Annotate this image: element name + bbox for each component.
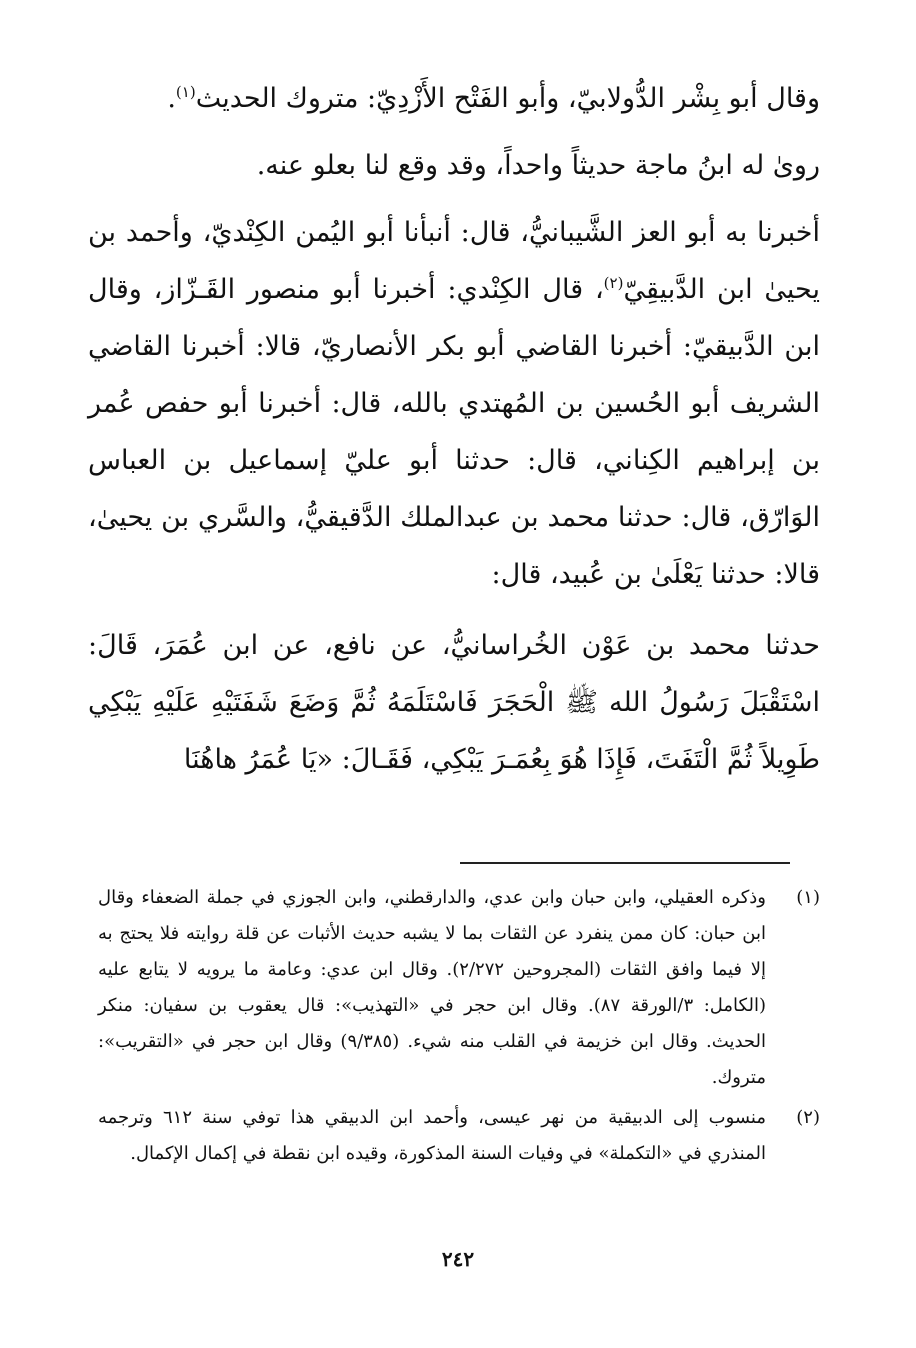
paragraph-3-text-b: ، قال الكِنْدي: أخبرنا أبو منصور القَـزّاز، وقال ابن الدَّبيقيّ: أخبرنا القاضي أبو بكر الأنصاريّ، قالا: أخبرنا القاضي الشريف أبو الحُسين بن المُهتدي بالله، قال: أخبرنا أبو حفص عُمر بن إبراهيم الكِناني، قال: حدثنا أبو عليّ إسماعيل بن العباس الوَارّق، قال: حدثنا محمد بن عبدالملك الدَّقيقيُّ، والسَّري بن يحيىٰ، قالا: حدثنا يَعْلَىٰ بن عُبيد، قال:	[88, 274, 820, 590]
footnote-1-number: (١)	[796, 887, 820, 908]
paragraph-3	[88, 204, 820, 603]
paragraph-1	[88, 70, 820, 127]
footnote-ref-2: (٢)	[603, 274, 624, 292]
paragraph-1-text: وقال أبو بِشْر الدُّولابيّ، وأبو الفَتْح الأَزْدِيّ: متروك الحديث	[195, 83, 820, 114]
footnote-2-text: منسوب إلى الدبيقية من نهر عيسى، وأحمد ابن الدبيقي هذا توفي سنة ٦١٢ وترجمه المنذري في «التكملة» في وفيات السنة المذكورة، وقيده ابن نقطة في إكمال الإكمال.	[98, 1107, 766, 1164]
footnote-ref-1: (١)	[175, 83, 196, 101]
paragraph-2-text: روىٰ له ابنُ ماجة حديثاً واحداً، وقد وقع لنا بعلو عنه.	[256, 150, 820, 181]
footnote-1-text: وذكره العقيلي، وابن حبان وابن عدي، والدارقطني، وابن الجوزي في جملة الضعفاء وقال ابن حبان: كان ممن ينفرد عن الثقات بما لا يشبه حديث الأثبات عن قلة روايته فلا يحتج به إلا فيما وافق الثقات (المجروحين ٢/٢٧٢). وقال ابن عدي: وعامة ما يرويه لا يتابع عليه (الكامل: ٣/الورقة ٨٧). وقال ابن حجر في «التهذيب»: قال يعقوب بن سفيان: منكر الحديث. وقال ابن خزيمة في القلب منه شيء. (٩/٣٨٥) وقال ابن حجر في «التقريب»: متروك.	[98, 887, 767, 1088]
page-number: ٢٤٢	[441, 1247, 475, 1271]
paragraph-4-text: حدثنا محمد بن عَوْن الخُراسانيُّ، عن نافع، عن ابن عُمَرَ، قَالَ: اسْتَقْبَلَ رَسُولُ الله ﷺ الْحَجَرَ فَاسْتَلَمَهُ ثُمَّ وَضَعَ شَفَتَيْهِ عَلَيْهِ يَبْكِي طَوِيلاً ثُمَّ الْتَفَتَ، فَإِذَا هُوَ بِعُمَـرَ يَبْكِي، فَقَـالَ: «يَا عُمَرُ هاهُنَا	[88, 630, 820, 775]
footnote-separator	[460, 862, 790, 864]
main-text	[88, 70, 820, 788]
paragraph-2	[88, 137, 820, 194]
footnote-1	[98, 880, 820, 1096]
paragraph-4	[88, 617, 820, 788]
paragraph-1-end: .	[167, 83, 176, 114]
footnote-2-number: (٢)	[796, 1107, 820, 1128]
footnote-2	[98, 1100, 820, 1172]
footnotes	[98, 880, 820, 1172]
paragraph-3-text-a: أخبرنا به أبو العز الشَّيبانيُّ، قال: أنبأنا أبو اليُمن الكِنْديّ، وأحمد بن يحيىٰ ابن الدَّبيقِيّ	[88, 217, 821, 305]
